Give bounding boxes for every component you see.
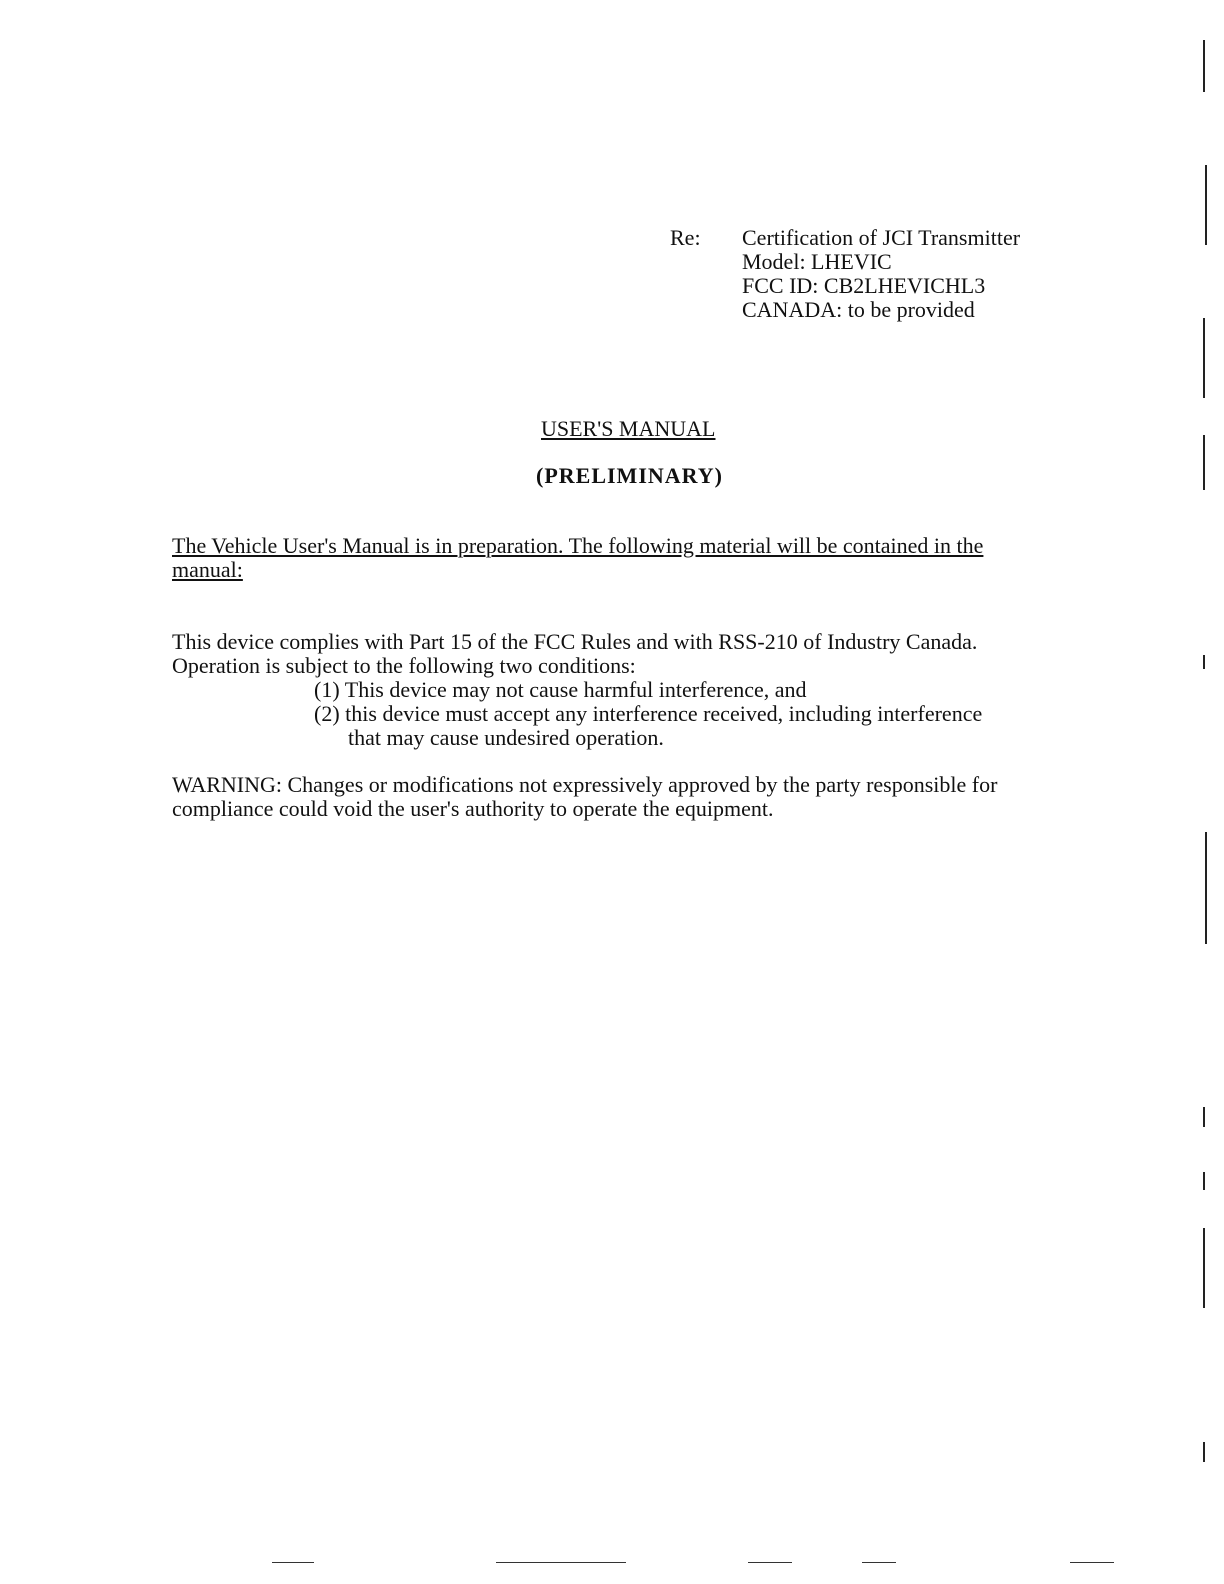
condition-2-continued: that may cause undesired operation.	[348, 725, 664, 750]
scan-mark	[748, 1562, 792, 1563]
compliance-paragraph	[172, 630, 1072, 678]
warning-line-2: compliance could void the user's authority to operate the equipment.	[172, 796, 774, 821]
conditions-list	[314, 678, 982, 750]
document-subtitle: (PRELIMINARY)	[536, 463, 723, 488]
scan-mark	[1203, 318, 1205, 398]
re-subject: Certification of JCI Transmitter	[742, 225, 1021, 250]
scan-mark	[1203, 1107, 1205, 1127]
scan-mark	[272, 1562, 314, 1563]
scan-mark	[1203, 1172, 1205, 1190]
scan-mark	[1070, 1562, 1114, 1563]
re-model: Model: LHEVIC	[742, 249, 892, 274]
warning-line-1: WARNING: Changes or modifications not expressively approved by the party responsible for	[172, 772, 998, 797]
re-fcc-id: FCC ID: CB2LHEVICHL3	[742, 273, 986, 298]
scan-mark	[1205, 832, 1207, 944]
intro-paragraph: The Vehicle User's Manual is in preparation. The following material will be contained in the manual:	[172, 533, 984, 582]
re-label: Re:	[670, 225, 701, 250]
condition-2: (2) this device must accept any interference received, including interference	[314, 701, 983, 726]
scan-mark	[1203, 435, 1205, 490]
compliance-line-2: Operation is subject to the following two conditions:	[172, 653, 636, 678]
re-details	[742, 226, 1020, 322]
re-canada: CANADA: to be provided	[742, 297, 975, 322]
scan-mark	[1203, 655, 1205, 669]
document-title: USER'S MANUAL	[541, 416, 716, 441]
scan-mark	[1205, 165, 1207, 245]
scan-mark	[862, 1562, 896, 1563]
scan-mark	[496, 1562, 626, 1563]
warning-paragraph	[172, 773, 1072, 821]
condition-1: (1) This device may not cause harmful interference, and	[314, 677, 807, 702]
scan-mark	[1203, 1442, 1205, 1462]
scan-mark	[1203, 1228, 1205, 1308]
scan-mark	[1203, 40, 1205, 92]
compliance-line-1: This device complies with Part 15 of the FCC Rules and with RSS-210 of Industry Canada.	[172, 629, 978, 654]
